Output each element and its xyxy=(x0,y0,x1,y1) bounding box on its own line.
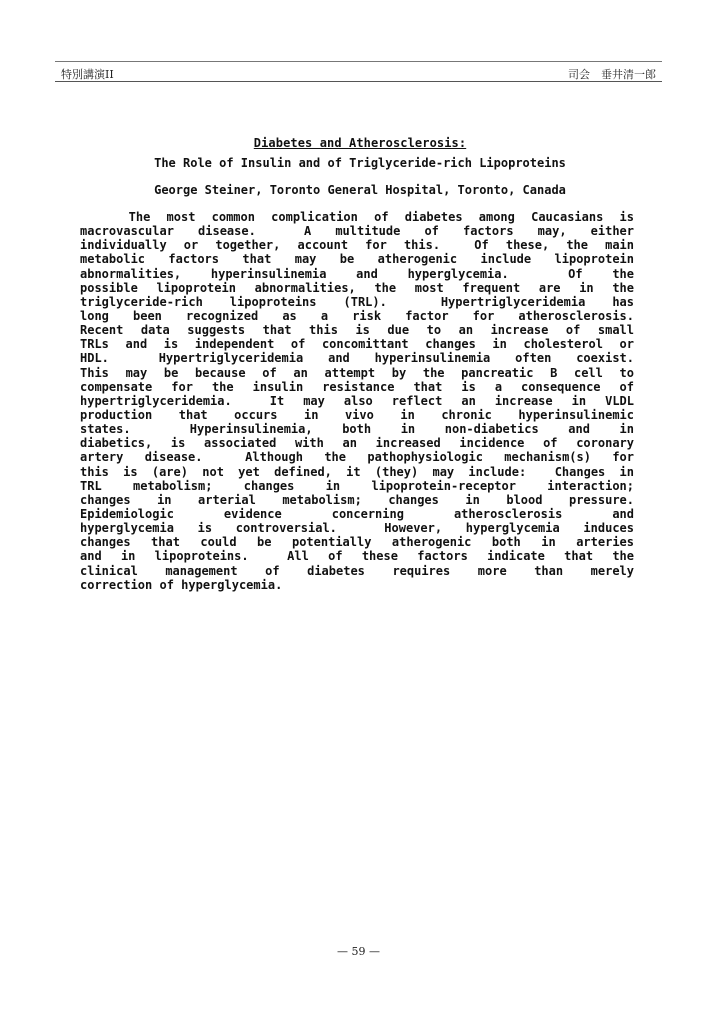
body-line: Recent data suggests that this is due to an increase of small xyxy=(80,323,634,338)
body-line: artery disease. Although the pathophysiologic mechanism(s) for xyxy=(80,450,634,465)
abstract-body xyxy=(80,210,634,592)
body-line: macrovascular disease. A multitude of factors may, either xyxy=(80,224,634,239)
body-line: TRLs and is independent of concomittant changes in cholesterol or xyxy=(80,337,634,352)
body-line: The most common complication of diabetes among Caucasians is xyxy=(80,210,634,224)
body-line: clinical management of diabetes requires more than merely xyxy=(80,563,634,578)
header-rule-bottom xyxy=(55,81,662,82)
header-chair-label: 司会 垂井清一郎 xyxy=(568,68,656,81)
body-line: Epidemiologic evidence concerning atherosclerosis and xyxy=(80,506,634,521)
body-line: possible lipoprotein abnormalities, the most frequent are in the xyxy=(80,280,634,295)
page-number: — 59 — xyxy=(337,945,380,958)
body-line: This may be because of an attempt by the pancreatic B cell to xyxy=(80,365,634,380)
body-line: hypertriglyceridemia. It may also reflect an increase in VLDL xyxy=(80,393,634,408)
body-line: hyperglycemia is controversial. However, hyperglycemia induces xyxy=(80,521,634,536)
body-line: long been recognized as a risk factor for atherosclerosis. xyxy=(80,308,634,323)
page-header xyxy=(55,64,662,80)
header-section-label: 特別講演II xyxy=(61,68,114,81)
body-line: metabolic factors that may be atherogenic include lipoprotein xyxy=(80,252,634,267)
article-author: George Steiner, Toronto General Hospital, Toronto, Canada xyxy=(154,183,566,197)
body-line: changes in arterial metabolism; changes in blood pressure. xyxy=(80,492,634,507)
body-line: abnormalities, hyperinsulinemia and hyperglycemia. Of the xyxy=(80,266,634,281)
body-line: this is (are) not yet defined, it (they) may include: Changes in xyxy=(80,464,634,479)
body-line: correction of hyperglycemia. xyxy=(80,577,283,592)
article-subtitle: The Role of Insulin and of Triglyceride-rich Lipoproteins xyxy=(154,156,566,170)
header-rule-top xyxy=(55,61,662,62)
body-line: states. Hyperinsulinemia, both in non-diabetics and in xyxy=(80,422,634,437)
article-title: Diabetes and Atherosclerosis: xyxy=(253,136,467,150)
body-line: diabetics, is associated with an increased incidence of coronary xyxy=(80,436,634,451)
body-line: TRL metabolism; changes in lipoprotein-receptor interaction; xyxy=(80,478,634,493)
body-line: compensate for the insulin resistance that is a consequence of xyxy=(80,379,634,394)
body-line: triglyceride-rich lipoproteins (TRL). Hypertriglyceridemia has xyxy=(80,294,634,309)
body-line: changes that could be potentially atherogenic both in arteries xyxy=(80,535,634,550)
body-line: individually or together, account for this. Of these, the main xyxy=(80,238,634,253)
body-line: HDL. Hypertriglyceridemia and hyperinsulinemia often coexist. xyxy=(80,351,634,366)
body-line: and in lipoproteins. All of these factors indicate that the xyxy=(80,549,634,564)
body-line: production that occurs in vivo in chronic hyperinsulinemic xyxy=(80,407,634,422)
